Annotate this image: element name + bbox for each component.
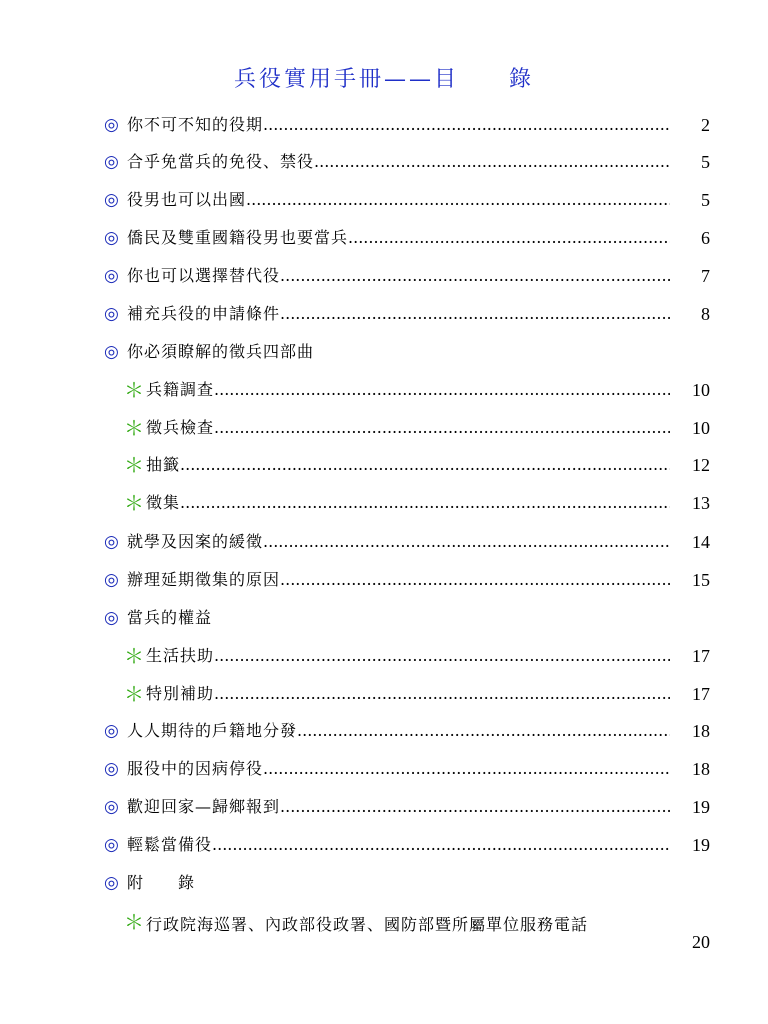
double-circle-bullet-icon: ◎ <box>104 608 119 628</box>
toc-entry-label[interactable]: 行政院海巡署、內政部役政署、國防部暨所屬單位服務電話 <box>146 915 589 934</box>
toc-entry-page: 13 <box>692 493 710 513</box>
double-circle-bullet-icon: ◎ <box>104 115 119 135</box>
toc-section-heading[interactable] <box>0 340 768 364</box>
toc-entry[interactable] <box>0 530 768 554</box>
double-circle-bullet-icon: ◎ <box>104 570 119 590</box>
toc-entry[interactable] <box>0 757 768 781</box>
double-circle-bullet-icon: ◎ <box>104 797 119 817</box>
toc-subentry[interactable] <box>0 378 768 402</box>
toc-entry[interactable] <box>0 113 768 137</box>
toc-section-heading[interactable] <box>0 871 768 895</box>
double-circle-bullet-icon: ◎ <box>104 835 119 855</box>
double-circle-bullet-icon: ◎ <box>104 342 119 362</box>
double-circle-bullet-icon: ◎ <box>104 721 119 741</box>
toc-entry[interactable] <box>0 568 768 592</box>
double-circle-bullet-icon: ◎ <box>104 266 119 286</box>
toc-entry-label: 輕鬆當備役 ..... <box>127 833 670 857</box>
toc-subentry[interactable] <box>0 644 768 668</box>
toc-subentry[interactable] <box>0 491 768 515</box>
double-circle-bullet-icon: ◎ <box>104 228 119 248</box>
double-circle-bullet-icon: ◎ <box>104 532 119 552</box>
asterisk-bullet-icon: ＊ <box>124 453 144 477</box>
toc-entry-page: 10 <box>692 418 710 438</box>
toc-entry-page: 6 <box>701 228 710 248</box>
toc-entry-page: 18 <box>692 759 710 779</box>
toc-entry-page: 17 <box>692 684 710 704</box>
toc-entry-label: 就學及因案的緩徵 ..... <box>127 530 670 554</box>
toc-entry-label: 徵兵檢查 ..... <box>146 416 670 440</box>
toc-entry-label: 你也可以選擇替代役 ..... <box>127 264 670 288</box>
toc-entry-label: 兵籍調查 ..... <box>146 378 670 402</box>
toc-entry-page: 2 <box>701 115 710 135</box>
asterisk-bullet-icon: ＊ <box>124 682 144 706</box>
toc-entry-label: 僑民及雙重國籍役男也要當兵 ..... <box>127 226 670 250</box>
toc-entry-label: 服役中的因病停役 ..... <box>127 757 670 781</box>
toc-entry-page: 5 <box>701 190 710 210</box>
toc-entry-page: 5 <box>701 152 710 172</box>
asterisk-bullet-icon: ＊ <box>124 910 144 934</box>
asterisk-bullet-icon: ＊ <box>124 644 144 668</box>
toc-entry[interactable] <box>0 150 768 174</box>
toc-entry[interactable] <box>0 795 768 819</box>
toc-entry-page: 20 <box>692 932 710 952</box>
toc-entry[interactable] <box>0 719 768 743</box>
toc-entry-page: 15 <box>692 570 710 590</box>
toc-entry-label: 徵集 ..... <box>146 491 670 515</box>
toc-title: 兵役實用手冊——目 錄 <box>233 67 534 92</box>
toc-entry[interactable] <box>0 302 768 326</box>
toc-entry-label: 生活扶助 ..... <box>146 644 670 668</box>
toc-entry-page: 18 <box>692 721 710 741</box>
toc-subentry[interactable] <box>0 416 768 440</box>
toc-entry-label: 合乎免當兵的免役、禁役 ..... <box>127 150 670 174</box>
toc-entry[interactable] <box>0 188 768 212</box>
toc-entry-label: 你不可不知的役期 ..... <box>127 113 670 137</box>
asterisk-bullet-icon: ＊ <box>124 378 144 402</box>
toc-entry-label: 役男也可以出國 ..... <box>127 188 670 212</box>
toc-entry-page: 12 <box>692 455 710 475</box>
toc-entry-label: 補充兵役的申請條件 ..... <box>127 302 670 326</box>
toc-entry-label: 歡迎回家—歸鄉報到 ..... <box>127 795 670 819</box>
toc-entry[interactable] <box>0 833 768 857</box>
double-circle-bullet-icon: ◎ <box>104 759 119 779</box>
asterisk-bullet-icon: ＊ <box>124 491 144 515</box>
toc-entry[interactable] <box>0 264 768 288</box>
toc-entry-label: 當兵的權益 <box>127 608 213 627</box>
double-circle-bullet-icon: ◎ <box>104 190 119 210</box>
toc-entry-page: 19 <box>692 797 710 817</box>
toc-entry-label: 辦理延期徵集的原因 ..... <box>127 568 670 592</box>
toc-entry-label: 特別補助 ..... <box>146 682 670 706</box>
double-circle-bullet-icon: ◎ <box>104 873 119 893</box>
toc-subentry[interactable] <box>0 682 768 706</box>
double-circle-bullet-icon: ◎ <box>104 152 119 172</box>
double-circle-bullet-icon: ◎ <box>104 304 119 324</box>
toc-entry-page: 8 <box>701 304 710 324</box>
toc-entry[interactable] <box>0 226 768 250</box>
toc-entry-page: 19 <box>692 835 710 855</box>
toc-entry-label: 抽籤 ..... <box>146 453 670 477</box>
asterisk-bullet-icon: ＊ <box>124 416 144 440</box>
toc-entry-page: 7 <box>701 266 710 286</box>
toc-entry-label: 你必須瞭解的徵兵四部曲 <box>127 342 315 361</box>
toc-entry-page: 14 <box>692 532 710 552</box>
toc-entry-label: 人人期待的戶籍地分發 ..... <box>127 719 670 743</box>
toc-entry-page: 10 <box>692 380 710 400</box>
toc-entry-page: 17 <box>692 646 710 666</box>
toc-entry-label: 附 錄 <box>127 873 196 892</box>
toc-subentry[interactable] <box>0 453 768 477</box>
toc-section-heading[interactable] <box>0 606 768 630</box>
